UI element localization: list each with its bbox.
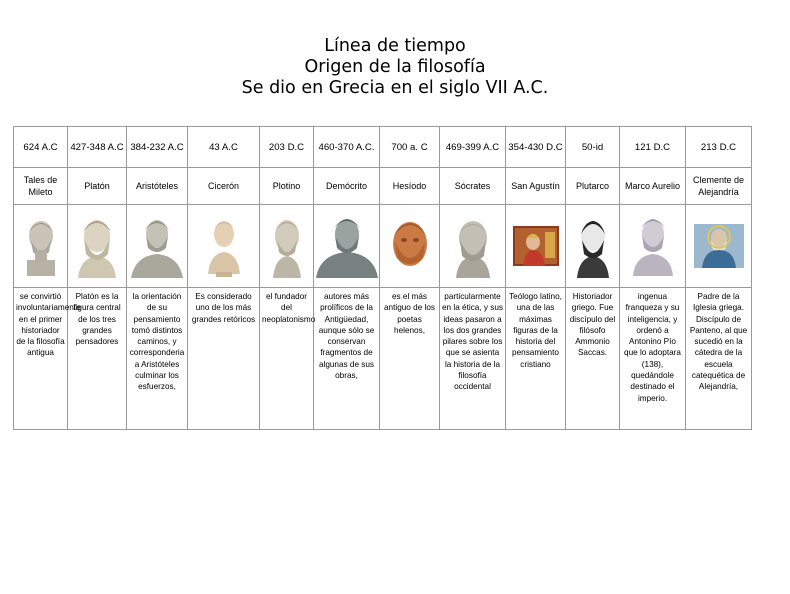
name-cell: Aristóteles bbox=[127, 168, 188, 205]
plutarco-bust-image bbox=[571, 214, 615, 278]
hesiodo-bust-image bbox=[387, 214, 433, 278]
names-row bbox=[14, 168, 752, 205]
title-line-2: Origen de la filosofía bbox=[304, 57, 486, 77]
timeline-table bbox=[13, 126, 752, 430]
description-cell: particularmente en la ética, y sus ideas pasaron a los dos grandes pilares sobre los que se asienta la historia de la filosofía occidental bbox=[440, 288, 506, 430]
page-title bbox=[0, 36, 790, 99]
date-cell: 50-id bbox=[566, 127, 620, 168]
date-cell: 460-370 A.C. bbox=[314, 127, 380, 168]
aristoteles-bust-image bbox=[129, 214, 185, 278]
description-cell: la orientación de su pensamiento tomó distintos caminos, y corresponderia a Aristóteles culminar los esfuerzos, bbox=[127, 288, 188, 430]
date-cell: 213 D.C bbox=[686, 127, 752, 168]
name-cell: Plotino bbox=[260, 168, 314, 205]
descriptions-row bbox=[14, 288, 752, 430]
title-line-1: Línea de tiempo bbox=[324, 36, 466, 56]
description-cell: Teólogo latino, una de las máximas figuras de la historia del pensamiento cristiano bbox=[506, 288, 566, 430]
date-cell: 624 A.C bbox=[14, 127, 68, 168]
socrates-bust-image bbox=[450, 214, 496, 278]
description-cell: Es considerado uno de los más grandes retóricos bbox=[188, 288, 260, 430]
date-cell: 354-430 D.C bbox=[506, 127, 566, 168]
date-cell: 469-399 A.C bbox=[440, 127, 506, 168]
date-cell: 43 A.C bbox=[188, 127, 260, 168]
name-cell: Demócrito bbox=[314, 168, 380, 205]
name-cell: Clemente de Alejandría bbox=[686, 168, 752, 205]
name-cell: Marco Aurelio bbox=[620, 168, 686, 205]
date-cell: 384-232 A.C bbox=[127, 127, 188, 168]
dates-row bbox=[14, 127, 752, 168]
platon-bust-image bbox=[72, 214, 122, 278]
name-cell: San Agustín bbox=[506, 168, 566, 205]
title-line-3: Se dio en Grecia en el siglo VII A.C. bbox=[241, 78, 549, 98]
description-cell: Platón es la figura central de los tres grandes pensadores bbox=[68, 288, 127, 430]
date-cell: 700 a. C bbox=[380, 127, 440, 168]
date-cell: 121 D.C bbox=[620, 127, 686, 168]
description-cell: Padre de la Iglesia griega. Discípulo de Panteno, al que sucedió en la cátedra de la escuela catequética de Alejandría, bbox=[686, 288, 752, 430]
date-cell: 427-348 A.C bbox=[68, 127, 127, 168]
ciceron-bust-image bbox=[202, 214, 246, 278]
name-cell: Platón bbox=[68, 168, 127, 205]
san-agustin-painting-image bbox=[513, 226, 559, 266]
description-cell: se convirtió involuntariamente en el primer historiador de la filosofía antigua bbox=[14, 288, 68, 430]
marco-aurelio-bust-image bbox=[629, 214, 677, 278]
description-cell: Historiador griego. Fue discípulo del filósofo Ammonio Saccas. bbox=[566, 288, 620, 430]
tales-bust-image bbox=[19, 214, 63, 278]
clemente-painting-image bbox=[694, 224, 744, 268]
description-cell: ingenua franqueza y su inteligencia, y ordenó a Antonino Pío que lo adoptara (138), quedándole destinado el imperio. bbox=[620, 288, 686, 430]
democrito-bust-image bbox=[316, 214, 378, 278]
description-cell: es el más antiguo de los poetas helenos, bbox=[380, 288, 440, 430]
portraits-row bbox=[14, 205, 752, 288]
plotino-bust-image bbox=[265, 214, 309, 278]
description-cell: el fundador del neoplatonismo bbox=[260, 288, 314, 430]
name-cell: Tales de Mileto bbox=[14, 168, 68, 205]
name-cell: Cicerón bbox=[188, 168, 260, 205]
name-cell: Plutarco bbox=[566, 168, 620, 205]
name-cell: Sócrates bbox=[440, 168, 506, 205]
name-cell: Hesíodo bbox=[380, 168, 440, 205]
date-cell: 203 D.C bbox=[260, 127, 314, 168]
description-cell: autores más prolíficos de la Antigüedad, aunque sólo se conservan fragmentos de algunas de sus obras, bbox=[314, 288, 380, 430]
